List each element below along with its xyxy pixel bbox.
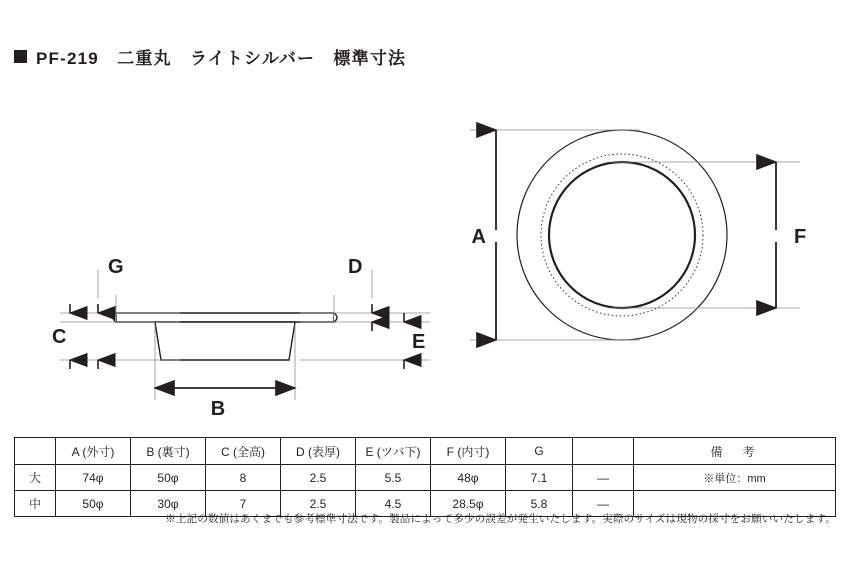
- cell-size: 中: [15, 491, 56, 517]
- col-head-e: E (ツバ下): [356, 438, 431, 465]
- page-title: PF-219 二重丸 ライトシルバー 標準寸法: [36, 49, 407, 68]
- square-bullet-icon: [14, 50, 27, 63]
- col-head-a: A (外寸): [56, 438, 131, 465]
- top-plan-view: [470, 130, 806, 340]
- label-D: D: [348, 256, 363, 278]
- label-A: A: [471, 226, 486, 248]
- cell-c: 8: [206, 465, 281, 491]
- cell-e: 4.5: [356, 491, 431, 517]
- label-F: F: [794, 226, 807, 248]
- spec-table: [14, 437, 836, 517]
- label-C: C: [52, 326, 67, 348]
- side-section-view: [52, 256, 430, 420]
- cell-f: 28.5φ: [431, 491, 506, 517]
- cell-g: 5.8: [506, 491, 573, 517]
- label-G: G: [108, 256, 124, 278]
- table-header-row: [15, 438, 836, 465]
- cell-b: 50φ: [131, 465, 206, 491]
- cell-e: 5.5: [356, 465, 431, 491]
- technical-drawing: [0, 70, 850, 425]
- cell-size: 大: [15, 465, 56, 491]
- cell-a: 50φ: [56, 491, 131, 517]
- col-head-d: D (表厚): [281, 438, 356, 465]
- cell-note: ※単位：mm: [634, 465, 836, 491]
- title-row: [14, 44, 406, 69]
- col-head-f: F (内寸): [431, 438, 506, 465]
- cell-d: 2.5: [281, 491, 356, 517]
- cell-blank: —: [573, 491, 634, 517]
- col-head-c: C (全高): [206, 438, 281, 465]
- table-row: [15, 465, 836, 491]
- col-head-note: 備 考: [634, 438, 836, 465]
- col-head-size: [15, 438, 56, 465]
- cell-b: 30φ: [131, 491, 206, 517]
- label-B: B: [210, 398, 226, 420]
- cell-a: 74φ: [56, 465, 131, 491]
- col-head-g: G: [506, 438, 573, 465]
- cell-c: 7: [206, 491, 281, 517]
- label-E: E: [412, 331, 426, 353]
- cell-f: 48φ: [431, 465, 506, 491]
- cell-blank: —: [573, 465, 634, 491]
- col-head-blank: [573, 438, 634, 465]
- footnote: ※上記の数値はあくまでも参考標準寸法です。製品によって多少の誤差が発生いたします。実際のサイズは現物の採寸をお願いいたします。: [165, 513, 836, 525]
- cell-d: 2.5: [281, 465, 356, 491]
- col-head-b: B (裏寸): [131, 438, 206, 465]
- cell-g: 7.1: [506, 465, 573, 491]
